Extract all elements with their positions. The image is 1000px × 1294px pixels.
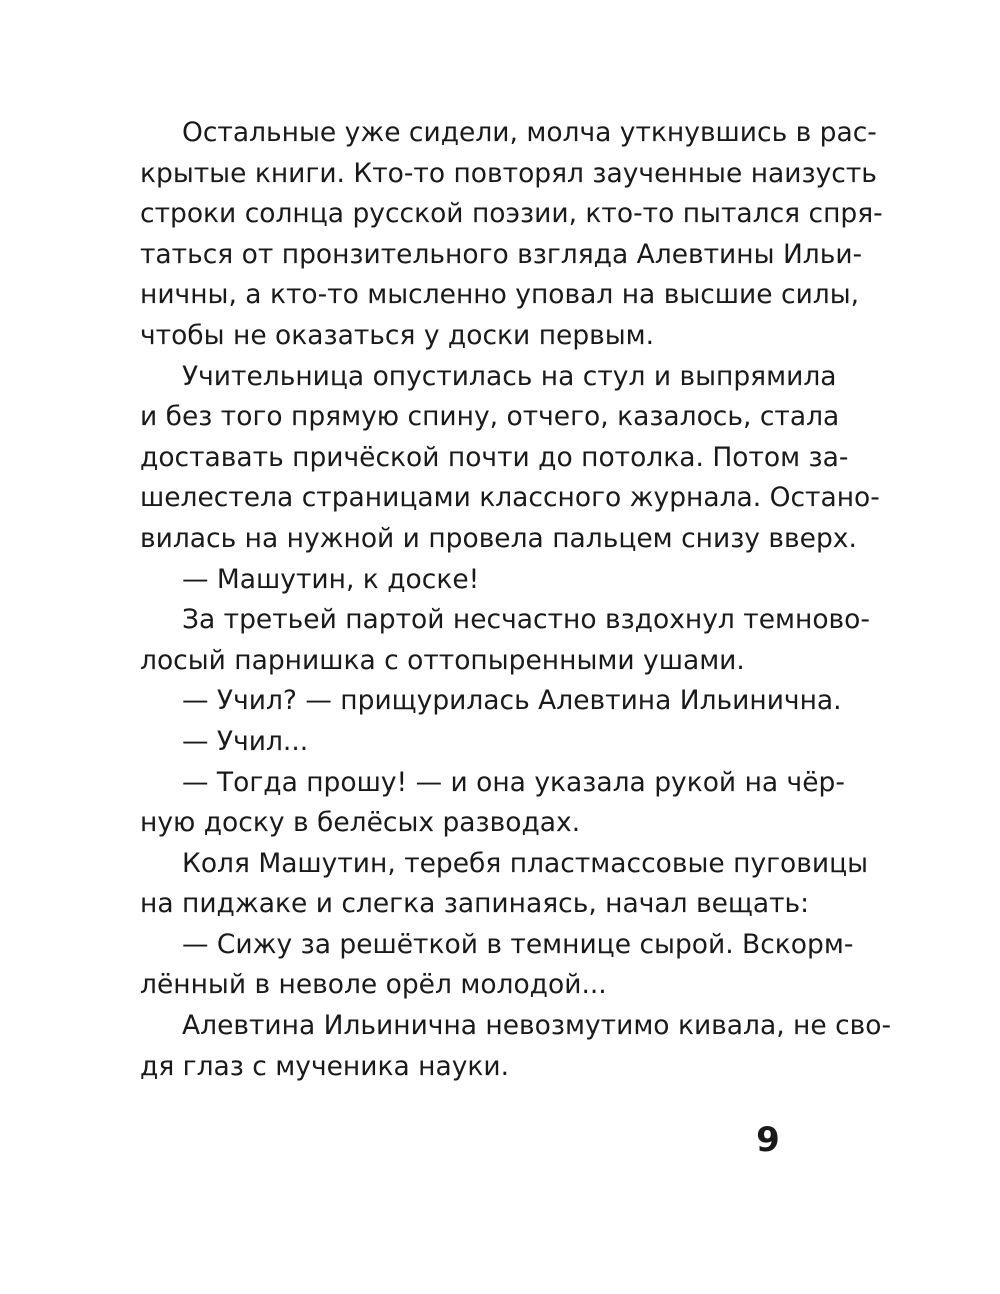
page-text bbox=[140, 113, 892, 1087]
text-line: Остальные уже сидели, молча уткнувшись в рас- bbox=[182, 117, 877, 148]
paragraph-5 bbox=[140, 681, 842, 722]
paragraph-6 bbox=[140, 722, 830, 763]
text-line: Учительница опустилась на стул и выпрямила bbox=[182, 360, 837, 392]
text-line: на пиджаке и слегка запинаясь, начал вещать: bbox=[140, 888, 810, 920]
text-line: — Тогда прошу! — и она указала рукой на чёр- bbox=[182, 766, 845, 798]
text-line: и без того прямую спину, отчего, казалось, стала bbox=[140, 401, 840, 433]
text-line: крытые книги. Кто-то повторял заученные наизусть bbox=[140, 157, 877, 189]
text-line: дя глаз с мученика науки. bbox=[140, 1050, 510, 1082]
text-line: — Машутин, к доске! bbox=[182, 563, 480, 595]
text-line: За третьей партой несчастно вздохнул темново- bbox=[182, 604, 870, 636]
paragraph-2 bbox=[140, 357, 880, 560]
text-line: вилась на нужной и провела пальцем снизу вверх. bbox=[140, 522, 857, 554]
text-line: — Сижу за решёткой в темнице сырой. Вскорм- bbox=[182, 928, 854, 960]
paragraph-9 bbox=[140, 925, 854, 1006]
text-line: чтобы не оказаться у доски первым. bbox=[140, 319, 655, 351]
text-line: таться от пронзительного взгляда Алевтины Ильи- bbox=[140, 238, 863, 270]
paragraph-3 bbox=[140, 560, 830, 601]
paragraph-7 bbox=[140, 763, 845, 844]
paragraph-1 bbox=[140, 113, 883, 357]
text-line: — Учил... bbox=[182, 725, 309, 757]
text-line: Алевтина Ильинична невозмутимо кивала, не сво- bbox=[182, 1010, 892, 1042]
text-line: лённый в неволе орёл молодой... bbox=[140, 969, 607, 1001]
text-line: — Учил? — прищурилась Алевтина Ильинична. bbox=[182, 685, 842, 717]
paragraph-4 bbox=[140, 600, 870, 681]
page-number: 9 bbox=[756, 1120, 780, 1160]
text-line: ную доску в белёсых разводах. bbox=[140, 807, 581, 839]
paragraph-8 bbox=[140, 844, 869, 925]
text-line: строки солнца русской поэзии, кто-то пытался спря- bbox=[140, 198, 883, 230]
text-line: Коля Машутин, теребя пластмассовые пуговицы bbox=[182, 847, 869, 879]
text-line: лосый парнишка с оттопыренными ушами. bbox=[140, 644, 745, 676]
paragraph-10 bbox=[140, 1006, 892, 1087]
text-line: доставать причёской почти до потолка. Потом за- bbox=[140, 441, 849, 473]
text-line: ничны, а кто-то мысленно уповал на высшие силы, bbox=[140, 279, 860, 311]
text-line: шелестела страницами классного журнала. Остано- bbox=[140, 482, 880, 514]
